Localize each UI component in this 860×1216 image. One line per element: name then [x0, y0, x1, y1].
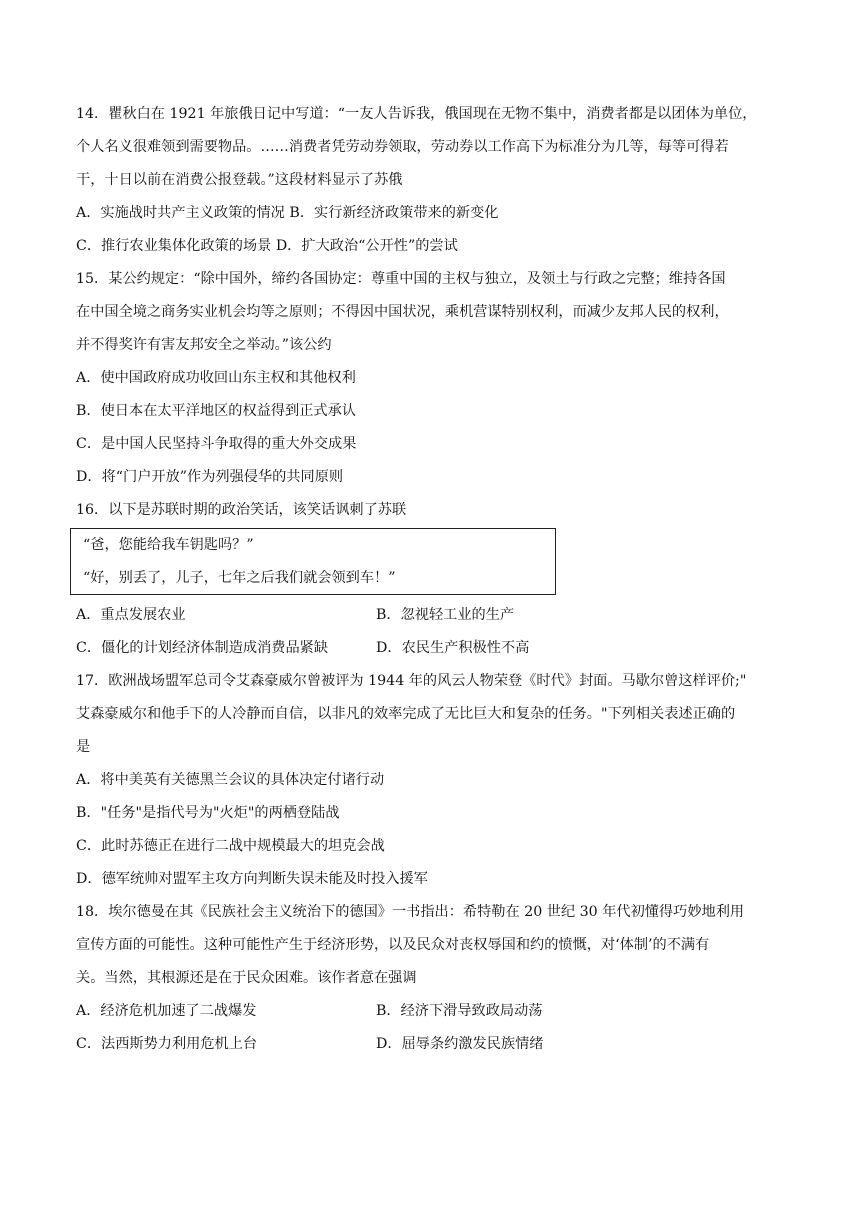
question-stem	[76, 902, 786, 988]
stem-line: 14．瞿秋白在 1921 年旅俄日记中写道：“一友人告诉我，俄国现在无物不集中，消费者都是以团体为单位，	[76, 106, 757, 122]
quote-line: “爸，您能给我车钥匙吗？”	[83, 537, 254, 553]
question-14	[76, 104, 786, 256]
question-stem	[76, 104, 786, 190]
stem-line: 是	[76, 739, 91, 755]
stem-line: 18．埃尔德曼在其《民族社会主义统治下的德国》一书指出：希特勒在 20 世纪 30 年代初懂得巧妙地利用	[76, 904, 745, 920]
option-row-ab	[76, 203, 786, 223]
option-b[interactable]: B．使日本在太平洋地区的权益得到正式承认	[76, 403, 356, 419]
joke-quote-box	[70, 528, 556, 595]
option-d[interactable]: D．将“门户开放”作为列强侵华的共同原则	[76, 469, 344, 485]
stem-line: 在中国全境之商务实业机会均等之原则；不得因中国状况，乘机营谋特别权利，而减少友邦人民的权利，	[76, 304, 729, 320]
quote-line: “好，别丢了，儿子，七年之后我们就会领到车！”	[83, 570, 396, 586]
question-18	[76, 902, 786, 1054]
option-row-cd	[76, 236, 786, 256]
option-c[interactable]: C．此时苏德正在进行二战中规模最大的坦克会战	[76, 838, 385, 854]
option-c[interactable]: C．僵化的计划经济体制造成消费品紧缺	[76, 640, 329, 656]
option-b[interactable]: B．经济下滑导致政局动荡	[376, 1003, 543, 1019]
option-c[interactable]: C．推行农业集体化政策的场景	[76, 238, 272, 254]
option-b[interactable]: B．忽视轻工业的生产	[376, 607, 515, 623]
stem-line: 关。当然，其根源还是在于民众困难。该作者意在强调	[76, 970, 417, 986]
option-c[interactable]: C．法西斯势力利用危机上台	[76, 1036, 258, 1052]
option-a[interactable]: A．经济危机加速了二战爆发	[76, 1003, 257, 1019]
question-stem	[76, 269, 786, 355]
stem-line: 艾森豪威尔和他手下的人冷静而自信，以非凡的效率完成了无比巨大和复杂的任务。"下列相关表述正确的	[76, 706, 736, 722]
option-d[interactable]: D．扩大政治“公开性”的尝试	[275, 238, 458, 254]
option-b[interactable]: B．实行新经济政策带来的新变化	[289, 205, 499, 221]
stem-line: 17．欧洲战场盟军总司令艾森豪威尔曾被评为 1944 年的风云人物荣登《时代》封面。马歇尔曾这样评价;"	[76, 673, 747, 689]
option-a[interactable]: A．使中国政府成功收回山东主权和其他权利	[76, 370, 356, 386]
option-d[interactable]: D．德军统帅对盟军主攻方向判断失误未能及时投入援军	[76, 871, 428, 887]
stem-line: 并不得奖许有害友邦安全之举动。”该公约	[76, 337, 332, 353]
question-16	[76, 500, 786, 658]
option-a[interactable]: A．实施战时共产主义政策的情况	[76, 205, 285, 221]
question-17	[76, 671, 786, 889]
question-15	[76, 269, 786, 487]
option-c[interactable]: C．是中国人民坚持斗争取得的重大外交成果	[76, 436, 357, 452]
stem-line: 15．某公约规定：“除中国外，缔约各国协定：尊重中国的主权与独立，及领土与行政之完整；维持各国	[76, 271, 726, 287]
option-b[interactable]: B．"任务"是指代号为"火炬"的两栖登陆战	[76, 805, 340, 821]
option-row-ab	[76, 605, 786, 625]
question-stem	[76, 500, 786, 520]
stem-line: 个人名义很难领到需要物品。……消费者凭劳动券领取，劳动券以工作高下为标准分为几等，每等可得若	[76, 139, 729, 155]
option-d[interactable]: D．农民生产积极性不高	[376, 640, 530, 656]
option-row-cd	[76, 1034, 786, 1054]
option-a[interactable]: A．重点发展农业	[76, 607, 186, 623]
stem-line: 干，十日以前在消费公报登载。”这段材料显示了苏俄	[76, 172, 403, 188]
stem-line: 16．以下是苏联时期的政治笑话，该笑话讽刺了苏联	[76, 502, 407, 518]
option-row-cd	[76, 638, 786, 658]
stem-line: 宣传方面的可能性。这种可能性产生于经济形势，以及民众对丧权辱国和约的愤慨，对‘体制’的不满有	[76, 937, 710, 953]
option-row-ab	[76, 1001, 786, 1021]
exam-page	[76, 104, 786, 1067]
option-a[interactable]: A．将中美英有关德黑兰会议的具体决定付诸行动	[76, 772, 385, 788]
option-d[interactable]: D．屈辱条约激发民族情绪	[376, 1036, 544, 1052]
question-stem	[76, 671, 786, 757]
